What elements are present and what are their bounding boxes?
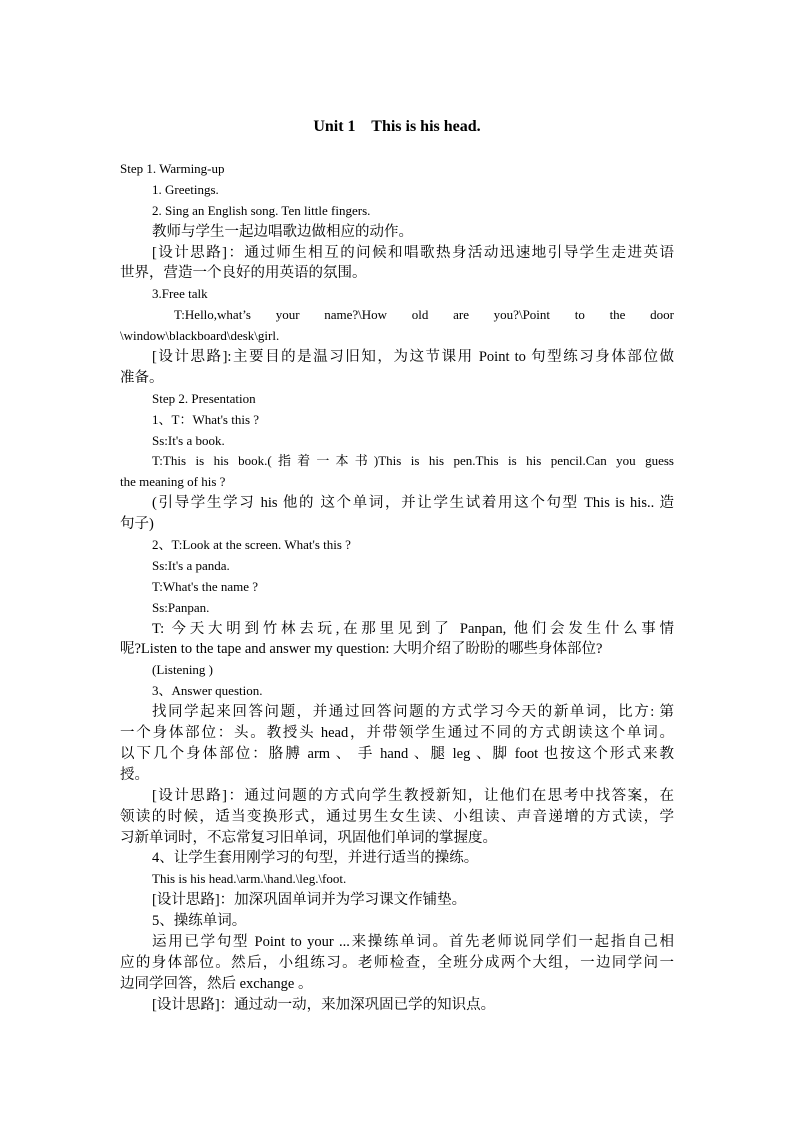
dialogue-line: Ss:Panpan. bbox=[152, 599, 210, 615]
design-idea-line: [设计思路]：通过师生相互的问候和唱歌热身活动迅速地引导学生走进英语 bbox=[152, 244, 674, 261]
list-item-practice-pattern: 4、让学生套用刚学习的句型，并进行适当的操练。 bbox=[152, 850, 479, 867]
list-item-free-talk: 3.Free talk bbox=[152, 286, 208, 302]
design-idea-line: [设计思路]：通过问题的方式向学生教授新知，让他们在思考中找答案，在 bbox=[152, 787, 674, 804]
dialogue-line: T: 今天大明到竹林去玩,在那里见到了 Panpan, 他们会发生什么事情 bbox=[152, 620, 674, 637]
list-item-drill-words: 5、操练单词。 bbox=[152, 913, 247, 930]
text-line: \window\blackboard\desk\girl. bbox=[120, 328, 280, 344]
list-item-look-screen: 2、T:Look at the screen. What's this ? bbox=[152, 537, 351, 553]
design-idea-line: [设计思路]：通过动一动，来加深巩固已学的知识点。 bbox=[152, 996, 496, 1013]
step2-heading: Step 2. Presentation bbox=[152, 390, 256, 406]
list-item-sing-song: 2. Sing an English song. Ten little fingers. bbox=[152, 202, 371, 218]
text-line: 教师与学生一起边唱歌边做相应的动作。 bbox=[152, 223, 413, 240]
dialogue-line: T:What's the name ? bbox=[152, 578, 259, 594]
text-line: 运用已学句型 Point to your ...来操练单词。首先老师说同学们一起指自己相 bbox=[152, 933, 674, 950]
text-line: 世界，营造一个良好的用英语的氛围。 bbox=[120, 265, 367, 282]
text-line: the meaning of his ? bbox=[120, 474, 226, 490]
list-item-greetings: 1. Greetings. bbox=[152, 181, 219, 197]
design-idea-line: [设计思路]：加深巩固单词并为学习课文作铺垫。 bbox=[152, 892, 467, 909]
text-line: This is his head.\arm.\hand.\leg.\foot. bbox=[152, 871, 347, 887]
lesson-plan-body bbox=[120, 159, 674, 1016]
text-line: 找同学起来回答问题，并通过回答问题的方式学习今天的新单词，比方: 第 bbox=[152, 704, 674, 721]
text-line: 以下几个身体部位：胳膊 arm 、 手 hand 、腿 leg 、脚 foot 也按这个形式来教 bbox=[120, 745, 674, 762]
text-line: (引导学生学习 his 他的 这个单词，并让学生试着用这个句型 This is his.. 造 bbox=[152, 495, 674, 512]
dialogue-line: Ss:It's a panda. bbox=[152, 557, 230, 573]
text-line: 呢?Listen to the tape and answer my question: 大明介绍了盼盼的哪些身体部位? bbox=[120, 641, 603, 658]
dialogue-line: T:Hello,what’s your name?\How old are you?\Point to the door bbox=[174, 307, 674, 323]
text-line: 准备。 bbox=[120, 369, 164, 386]
text-line: 授。 bbox=[120, 766, 149, 783]
text-line: 应的身体部位。然后，小组练习。老师检查，全班分成两个大组，一边同学问一 bbox=[120, 954, 674, 971]
design-idea-line: [设计思路]:主要目的是温习旧知，为这节课用 Point to 句型练习身体部位做 bbox=[152, 349, 674, 366]
dialogue-line: Ss:It's a book. bbox=[152, 432, 225, 448]
text-line: 习新单词时，不忘常复习旧单词，巩固他们单词的掌握度。 bbox=[120, 829, 497, 846]
step1-heading: Step 1. Warming-up bbox=[120, 161, 225, 176]
text-line: 领读的时候，适当变换形式，通过男生女生读、小组读、声音递增的方式读，学 bbox=[120, 808, 674, 825]
document-title: Unit 1 This is his head. bbox=[313, 118, 481, 135]
text-line: 句子) bbox=[120, 516, 154, 533]
text-line: 一个身体部位：头。教授头 head，并带领学生通过不同的方式朗读这个单词。 bbox=[120, 725, 674, 742]
list-item-answer-question: 3、Answer question. bbox=[152, 683, 263, 699]
dialogue-line: T:This is his book.(指着一本书)This is his pen.This is his pencil.Can you guess bbox=[152, 453, 674, 469]
text-line: (Listening ) bbox=[152, 662, 214, 678]
text-line: 边同学回答，然后 exchange 。 bbox=[120, 975, 313, 992]
list-item-whats-this: 1、T：What's this ? bbox=[152, 411, 260, 427]
